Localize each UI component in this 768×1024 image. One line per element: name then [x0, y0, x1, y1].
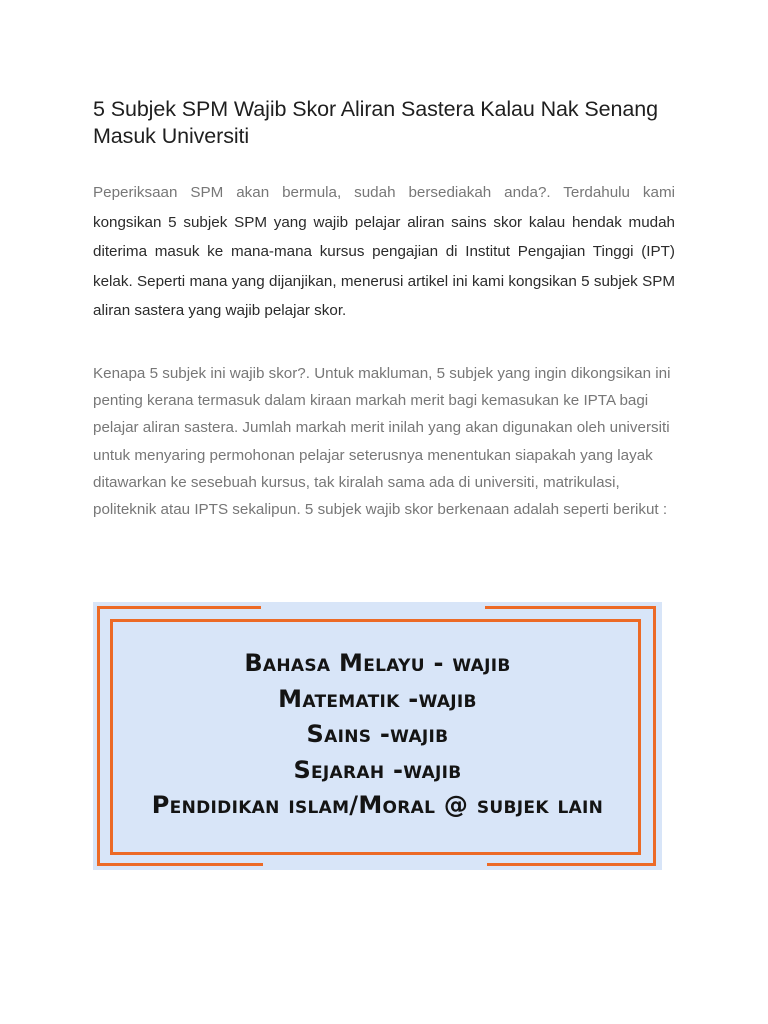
- paragraph-1-faded-text: Peperiksaan SPM akan bermula, sudah bersediakah anda?. Terdahulu kami: [93, 184, 675, 201]
- subjects-banner: [93, 602, 662, 870]
- frame-gap-top: [261, 602, 485, 613]
- subject-item-bahasa-melayu: Bahasa Melayu - wajib: [244, 649, 511, 677]
- article-paragraph-1: [93, 178, 675, 326]
- subject-item-sejarah: Sejarah -wajib: [293, 755, 462, 784]
- frame-gap-bottom: [263, 859, 487, 870]
- paragraph-1-dark-text: kongsikan 5 subjek SPM yang wajib pelajar aliran sains skor kalau hendak mudah diterima masuk ke mana-mana kursus pengajian di Institut Pengajian Tinggi (IPT) kelak. Seperti mana yang dijanjikan, menerusi artikel ini kami kongsikan 5 subjek SPM aliran sastera yang wajib pelajar skor.: [93, 213, 675, 319]
- article-title: 5 Subjek SPM Wajib Skor Aliran Sastera Kalau Nak Senang Masuk Universiti: [93, 97, 658, 148]
- subject-item-matematik: Matematik -wajib: [278, 684, 477, 713]
- subjects-list: [93, 646, 662, 824]
- article-paragraph-2: Kenapa 5 subjek ini wajib skor?. Untuk makluman, 5 subjek yang ingin dikongsikan ini penting kerana termasuk dalam kiraan markah merit bagi kemasukan ke IPTA bagi pelajar aliran sastera. Jumlah markah merit inilah yang akan digunakan oleh universiti untuk menyaring permohonan pelajar seterusnya menentukan siapakah yang layak ditawarkan ke sesebuah kursus, tak kiralah sama ada di universiti, matrikulasi, politeknik atau IPTS sekalipun. 5 subjek wajib skor berkenaan adalah seperti berikut :: [93, 365, 671, 519]
- subject-item-sains: Sains -wajib: [306, 720, 449, 748]
- subject-item-pendidikan-islam-moral: Pendidikan islam/Moral @ subjek lain: [151, 791, 604, 819]
